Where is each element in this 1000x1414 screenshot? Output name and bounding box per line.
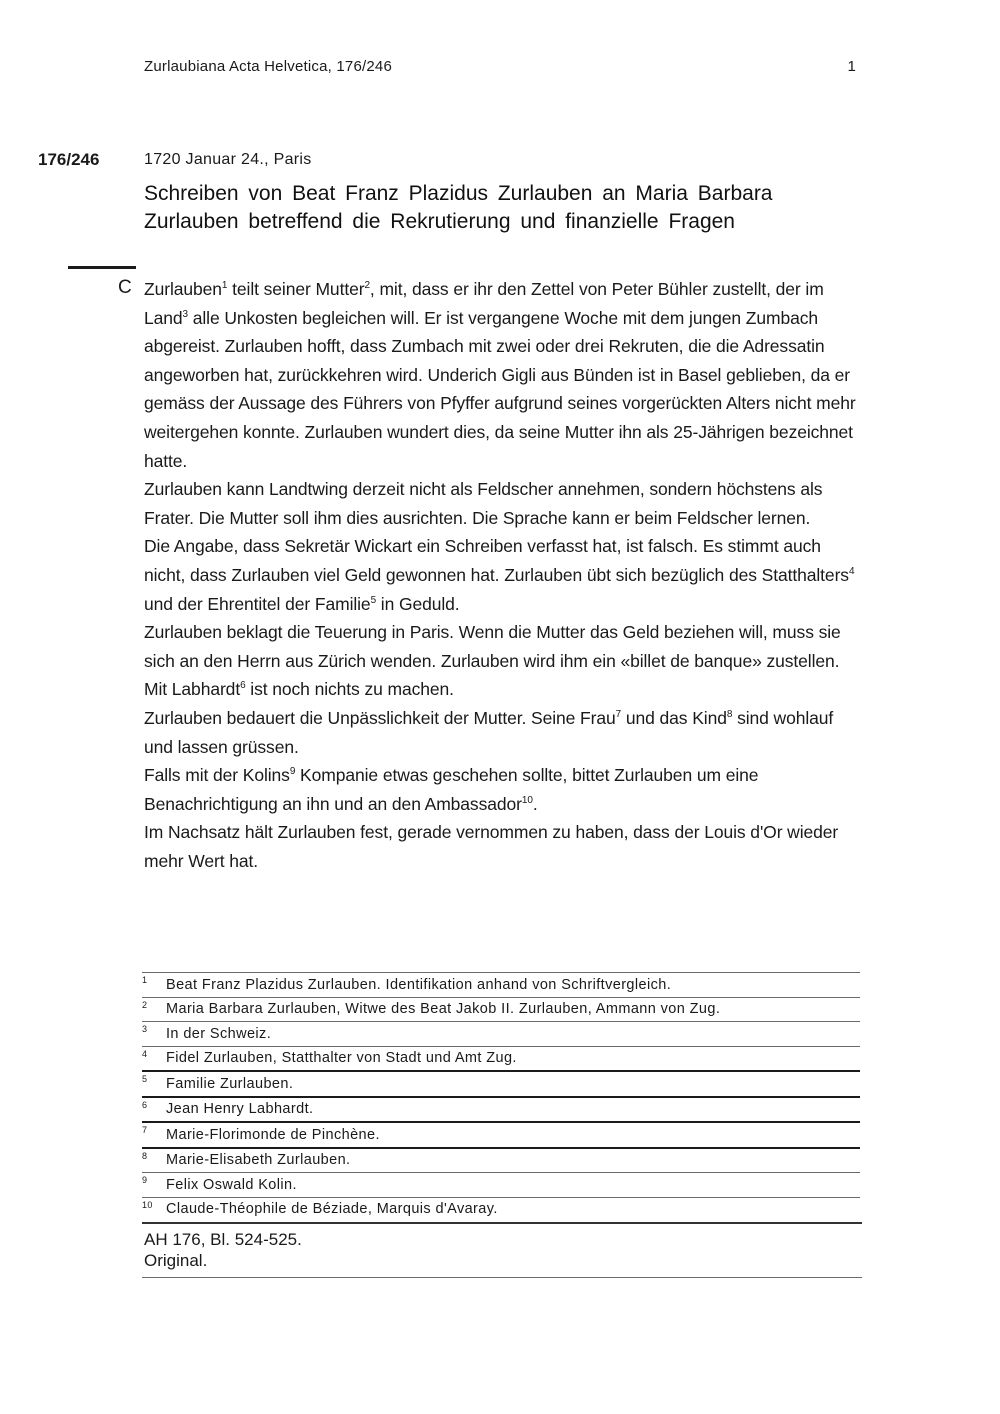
text-run: Zurlauben bedauert die Unpässlichkeit der Mutter. Seine Frau [144, 707, 616, 728]
footnote-text: Maria Barbara Zurlauben, Witwe des Beat Jakob II. Zurlauben, Ammann von Zug. [166, 1001, 721, 1018]
footnote-text: Familie Zurlauben. [166, 1075, 294, 1092]
text-run: Zurlauben [144, 279, 222, 299]
footnote-ref[interactable]: 5 [370, 594, 377, 606]
regest-paragraph: Zurlauben kann Landtwing derzeit nicht als Feldscher annehmen, sondern höchstens als Frater. Die Mutter soll ihm dies ausrichten. Die Sprache kann er beim Feldscher lernen. [144, 479, 823, 528]
text-run: Zurlauben beklagt die Teuerung in Paris. Wenn die Mutter das Geld beziehen will, muss sie sich an den Herrn aus Zürich wenden. Zurlauben wird ihm ein «billet de banque» zustellen. Mit Labhardt [144, 622, 841, 700]
footnote-item [142, 1121, 860, 1147]
text-run: Kompanie etwas geschehen sollte, bittet Zurlauben um eine Benachrichtigung an ihn und an den Ambassador [144, 765, 759, 814]
text-run: Falls mit der Kolins [144, 765, 290, 786]
footnote-number: 1 [142, 975, 148, 985]
page-number: 1 [847, 58, 856, 75]
footnote-text: Claude-Théophile de Béziade, Marquis d'Avaray. [166, 1201, 498, 1218]
footnote-ref[interactable]: 10 [521, 794, 533, 806]
footnotes-list [142, 972, 860, 1221]
margin-marker: C [118, 277, 132, 298]
document-type: Original. [144, 1251, 208, 1270]
footnote-text: Jean Henry Labhardt. [166, 1101, 314, 1118]
footnote-number: 5 [142, 1074, 148, 1084]
footnote-number: 2 [142, 999, 148, 1010]
footnote-text: Marie-Florimonde de Pinchène. [166, 1126, 380, 1143]
source-block [142, 1222, 862, 1278]
document-date-place: 1720 Januar 24., Paris [144, 151, 312, 168]
text-run: und der Ehrentitel der Familie [144, 593, 371, 614]
footnote-text: In der Schweiz. [166, 1025, 272, 1042]
footnote-ref[interactable]: 9 [289, 766, 296, 778]
footnote-number: 9 [142, 1175, 148, 1185]
footnote-number: 6 [142, 1099, 148, 1110]
footnote-item [142, 997, 860, 1022]
footnote-item [142, 1147, 860, 1173]
text-run: alle Unkosten begleichen will. Er ist vergangene Woche mit dem jungen Zumbach abgereist. Zurlauben hofft, dass Zumbach mit zwei oder drei Rekruten, die die Adressatin angeworben hat, zurückkehren wird. Underich Gigli aus Bünden ist in Basel geblieben, da er gemäss der Aussage des Führers von Pfyffer aufgrund seines vorgerückten Alters nicht mehr weitergehen konnte. Zurlauben wundert dies, da seine Mutter ihn als 25-Jährigen bezeichnet hatte. [144, 307, 856, 471]
regest-body [144, 275, 860, 875]
footnote-ref[interactable]: 4 [848, 565, 855, 577]
text-run: teilt seiner Mutter [227, 279, 365, 299]
text-run: . [532, 793, 538, 814]
text-run: und das Kind [621, 707, 727, 728]
footnote-number: 4 [142, 1048, 148, 1059]
footnote-number: 3 [142, 1024, 148, 1034]
footnote-ref[interactable]: 1 [221, 280, 228, 291]
document-title: Schreiben von Beat Franz Plazidus Zurlauben an Maria Barbara Zurlauben betreffend die Rekrutierung und finanzielle Fragen [144, 182, 773, 233]
text-run: Die Angabe, dass Sekretär Wickart ein Schreiben verfasst hat, ist falsch. Es stimmt auch nicht, dass Zurlauben viel Geld gewonnen hat. Zurlauben übt sich bezüglich des Statthalters [144, 536, 849, 585]
text-run: ist noch nichts zu machen. [245, 679, 454, 700]
archive-signature: AH 176, Bl. 524-525. [144, 1230, 302, 1249]
text-run: sind wohlauf und lassen grüssen. [144, 707, 834, 757]
regest-paragraph [144, 761, 860, 818]
footnote-ref[interactable]: 7 [615, 708, 622, 720]
footnote-ref[interactable]: 8 [726, 708, 733, 720]
footnote-item [142, 1046, 860, 1071]
footnote-item [142, 972, 860, 997]
regest-paragraph [144, 532, 860, 618]
footnote-number: 8 [142, 1150, 148, 1161]
footnote-text: Fidel Zurlauben, Statthalter von Stadt und Amt Zug. [166, 1050, 517, 1067]
footnote-item [142, 1172, 860, 1197]
regest-paragraph [144, 275, 860, 475]
text-run: in Geduld. [376, 593, 460, 614]
footnote-item [142, 1070, 860, 1096]
footnote-item [142, 1021, 860, 1046]
footnote-ref[interactable]: 3 [182, 308, 188, 320]
running-header [144, 58, 856, 75]
regest-paragraph [144, 704, 860, 761]
footnote-item [142, 1197, 860, 1222]
footnote-ref[interactable]: 2 [364, 280, 370, 291]
footnote-number: 10 [142, 1199, 153, 1210]
footnote-ref[interactable]: 6 [240, 680, 246, 692]
footnote-text: Beat Franz Plazidus Zurlauben. Identifikation anhand von Schriftvergleich. [166, 976, 672, 993]
footnote-text: Felix Oswald Kolin. [166, 1176, 297, 1193]
regest-paragraph [144, 618, 860, 704]
regest-paragraph: Im Nachsatz hält Zurlauben fest, gerade vernommen zu haben, dass der Louis d'Or wieder mehr Wert hat. [144, 822, 839, 871]
footnote-number: 7 [142, 1125, 148, 1135]
footnote-item [142, 1096, 860, 1122]
document-number: 176/246 [38, 150, 100, 169]
running-title: Zurlaubiana Acta Helvetica, 176/246 [144, 58, 392, 75]
margin-rule [68, 266, 136, 269]
text-run: , mit, dass er ihr den Zettel von Peter Bühler zustellt, der im Land [144, 279, 824, 328]
footnote-text: Marie-Elisabeth Zurlauben. [166, 1152, 351, 1169]
